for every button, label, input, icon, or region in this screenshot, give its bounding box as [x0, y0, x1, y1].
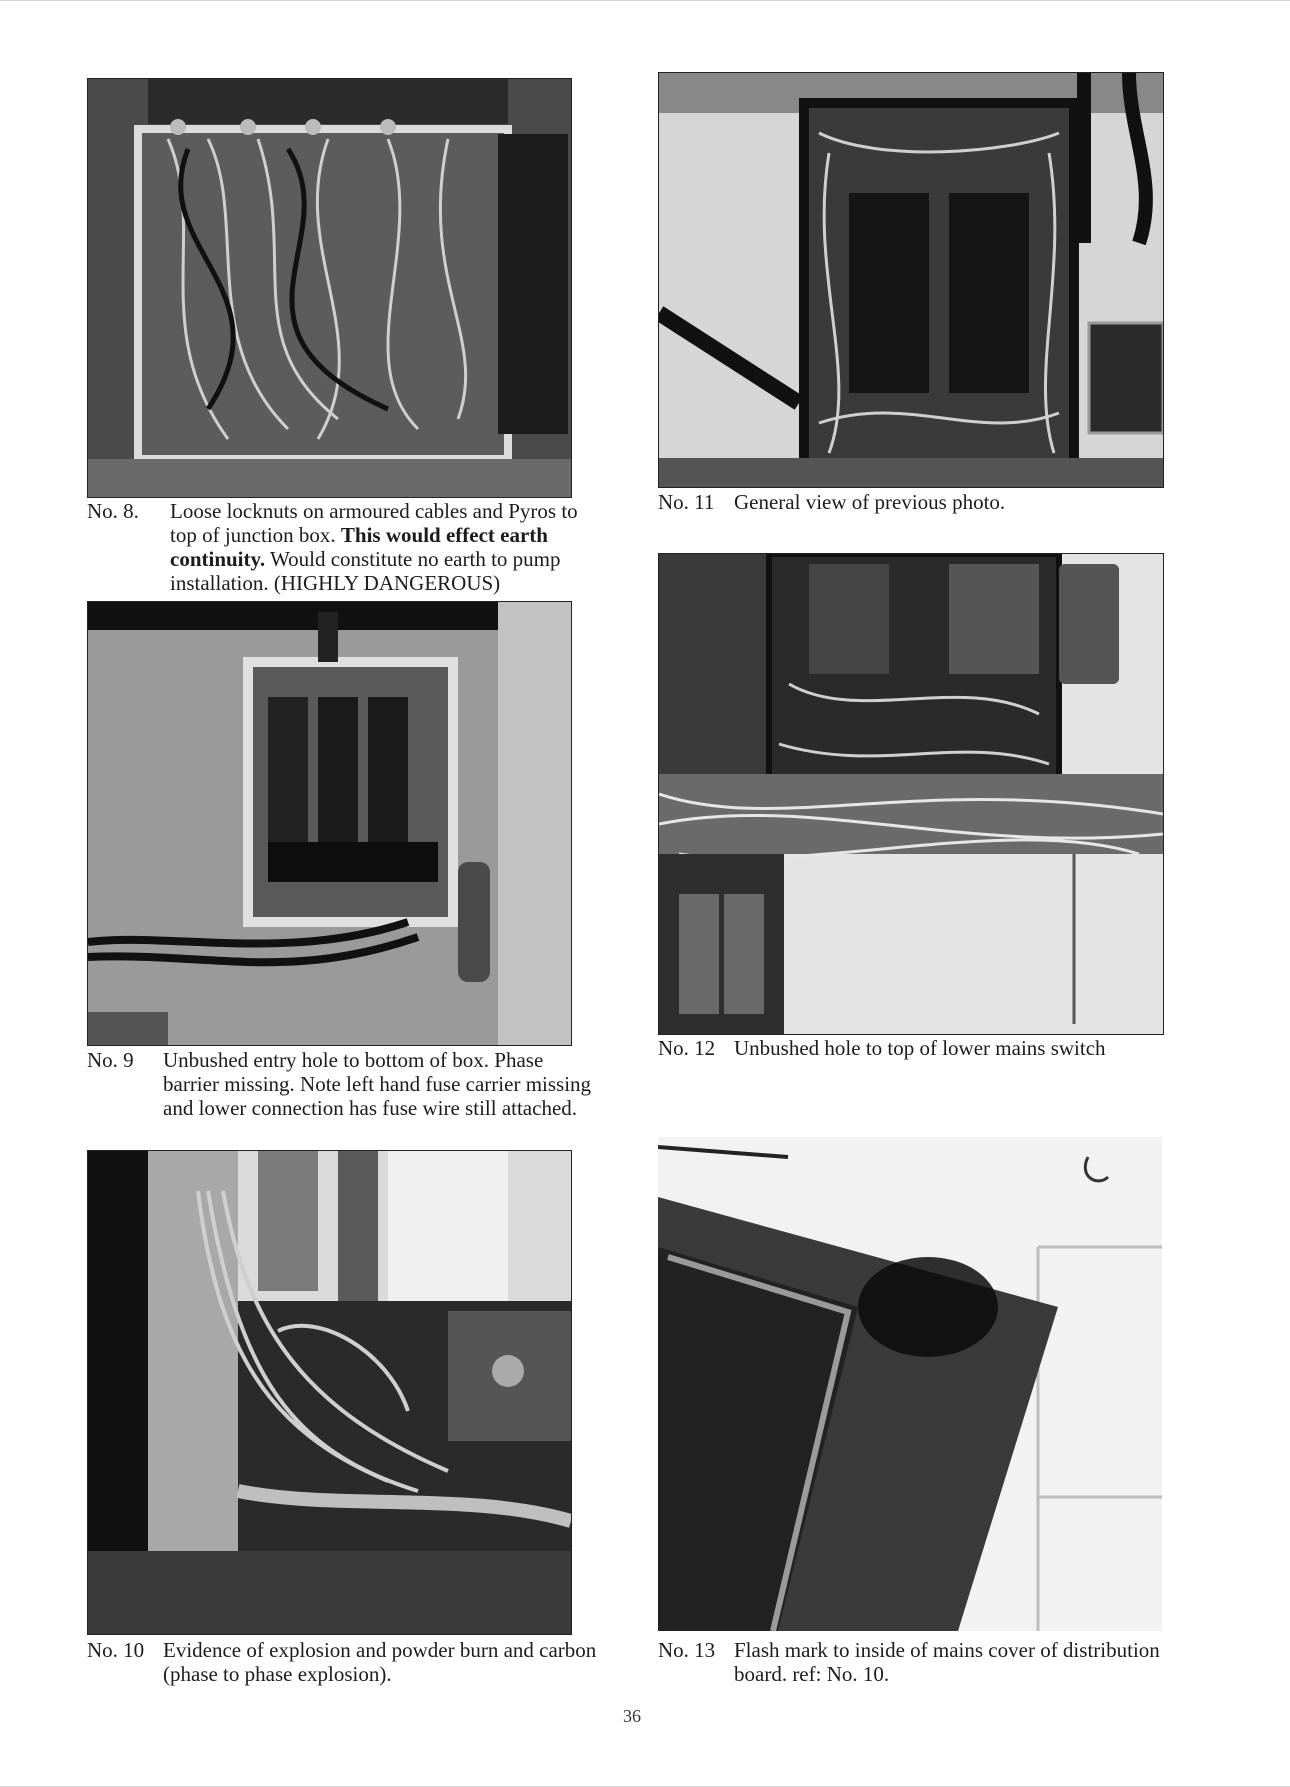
page-number: 36: [623, 1706, 641, 1726]
caption-8-text-b: Would constitute no earth to pump installation. (HIGHLY DANGEROUS): [170, 547, 561, 595]
caption-10: [87, 1638, 607, 1688]
caption-8-number: No. 8.: [87, 499, 139, 523]
caption-10-number: No. 10: [87, 1638, 145, 1662]
caption-9: [87, 1048, 607, 1148]
caption-10-text: Evidence of explosion and powder burn and carbon (phase to phase explosion).: [163, 1638, 597, 1686]
caption-11: [658, 490, 1178, 518]
caption-12-number: No. 12: [658, 1036, 716, 1060]
caption-8: [87, 499, 607, 599]
caption-13-number: No. 13: [658, 1638, 716, 1662]
photo-12-mains-switch: [658, 553, 1164, 1035]
photo-9-fuse-box: [87, 601, 572, 1046]
photo-8-junction-box: [87, 78, 572, 498]
caption-11-text: General view of previous photo.: [734, 490, 1006, 514]
caption-12-text: Unbushed hole to top of lower mains switch: [734, 1036, 1106, 1060]
photo-13-flash-mark: [658, 1137, 1162, 1631]
caption-12: [658, 1036, 1178, 1064]
photo-10-explosion-evidence: [87, 1150, 572, 1635]
caption-8-text-a: Loose locknuts on armoured cables and Pyros to top of junction box.: [170, 499, 578, 547]
caption-11-number: No. 11: [658, 490, 715, 514]
caption-13-text: Flash mark to inside of mains cover of distribution board. ref: No. 10.: [734, 1638, 1160, 1686]
photo-11-general-view: [658, 72, 1164, 488]
caption-13: [658, 1638, 1178, 1688]
caption-8-text-bold: This would effect earth continuity.: [170, 523, 548, 571]
caption-9-text: Unbushed entry hole to bottom of box. Phase barrier missing. Note left hand fuse carrier missing and lower connection has fuse wire still attached.: [163, 1048, 592, 1120]
caption-9-number: No. 9: [87, 1048, 134, 1072]
caption-8-text: [170, 499, 600, 595]
